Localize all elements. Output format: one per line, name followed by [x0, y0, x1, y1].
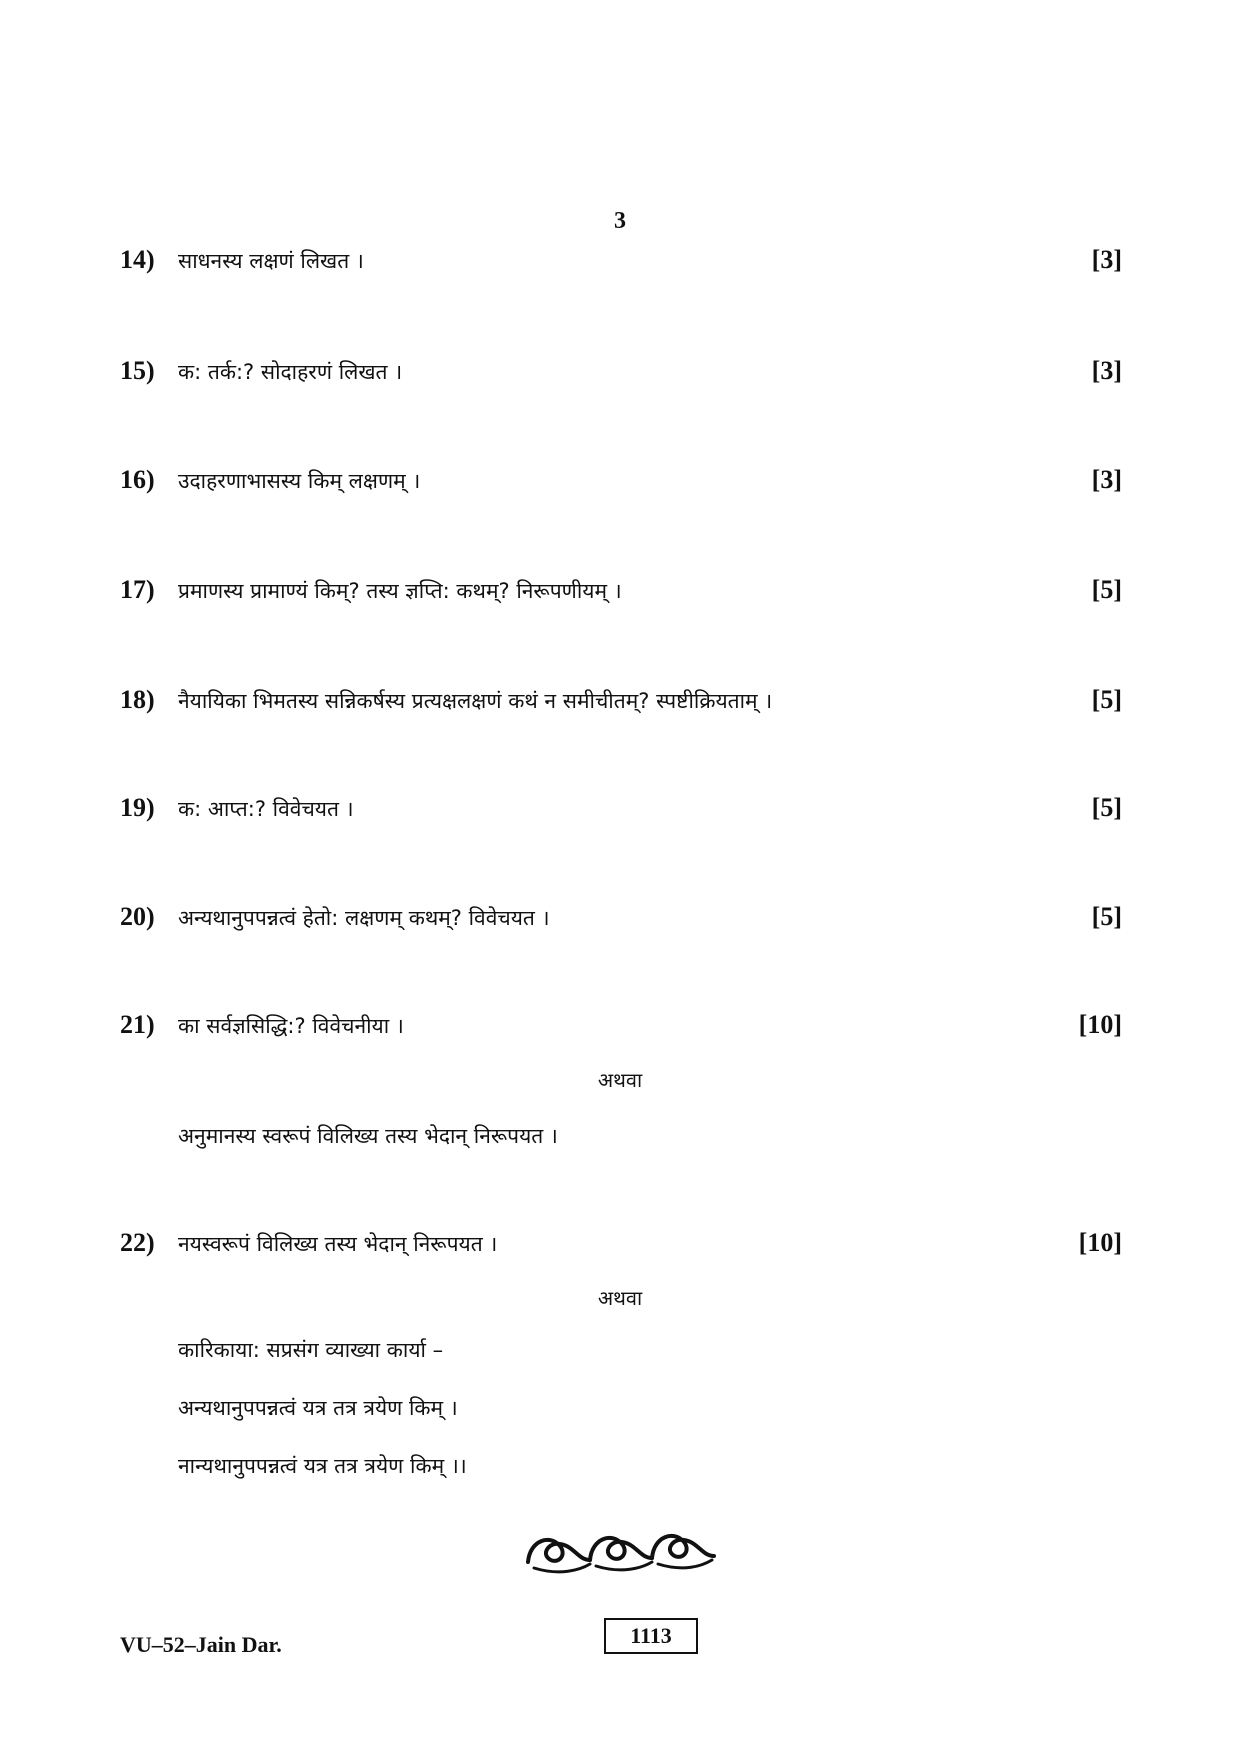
question-number: 14): [120, 245, 155, 274]
question-marks: [5]: [1091, 685, 1122, 714]
question-number: 15): [120, 356, 155, 385]
paper-number-box: 1113: [604, 1618, 698, 1654]
question-19: [120, 793, 1122, 833]
question-marks: [10]: [1078, 1010, 1122, 1039]
question-marks: [5]: [1091, 575, 1122, 604]
page-number: 3: [614, 208, 626, 234]
question-marks: [10]: [1078, 1228, 1122, 1257]
or-label: अथवा: [597, 1068, 643, 1092]
question-number: 17): [120, 575, 155, 604]
question-text: अन्यथानुपपन्नत्वं हेतो: लक्षणम् कथम्? विवेचयत ।: [178, 906, 550, 930]
or-label: अथवा: [597, 1286, 643, 1310]
question-22: [120, 1228, 1122, 1268]
question-17: [120, 575, 1122, 615]
question-number: 20): [120, 902, 155, 931]
verse-line: अन्यथानुपपन्नत्वं यत्र तत्र त्रयेण किम् ।: [178, 1396, 458, 1420]
question-number: 22): [120, 1228, 155, 1257]
question-16: [120, 465, 1122, 505]
question-text: उदाहरणाभासस्य किम् लक्षणम् ।: [178, 469, 421, 493]
question-marks: [5]: [1091, 902, 1122, 931]
question-21: [120, 1010, 1122, 1050]
paper-code: VU–52–Jain Dar.: [120, 1632, 282, 1657]
question-number: 21): [120, 1010, 155, 1039]
question-text: नयस्वरूपं विलिख्य तस्य भेदान् निरूपयत ।: [178, 1232, 498, 1256]
question-marks: [3]: [1091, 245, 1122, 274]
question-text: का सर्वज्ञसिद्धि:? विवेचनीया ।: [178, 1014, 404, 1038]
alternative-question-text: अनुमानस्य स्वरूपं विलिख्य तस्य भेदान् निरूपयत ।: [178, 1124, 558, 1148]
question-15: [120, 356, 1122, 396]
question-text: साधनस्य लक्षणं लिखत ।: [178, 249, 364, 273]
question-14: [120, 245, 1122, 285]
question-number: 16): [120, 465, 155, 494]
question-20: [120, 902, 1122, 942]
question-marks: [3]: [1091, 465, 1122, 494]
end-ornament-icon: [520, 1520, 720, 1580]
alternative-question-text: कारिकाया: सप्रसंग व्याख्या कार्या –: [178, 1338, 444, 1362]
question-text: नैयायिका भिमतस्य सन्निकर्षस्य प्रत्यक्षलक्षणं कथं न समीचीतम्? स्पष्टीक्रियताम् ।: [178, 689, 773, 713]
question-text: प्रमाणस्य प्रामाण्यं किम्? तस्य ज्ञप्ति: कथम्? निरूपणीयम् ।: [178, 579, 622, 603]
verse-line: नान्यथानुपपन्नत्वं यत्र तत्र त्रयेण किम् ।।: [178, 1454, 467, 1478]
question-text: क: आप्त:? विवेचयत ।: [178, 797, 354, 821]
question-number: 18): [120, 685, 155, 714]
question-18: [120, 685, 1122, 725]
question-marks: [5]: [1091, 793, 1122, 822]
question-text: क: तर्क:? सोदाहरणं लिखत ।: [178, 360, 403, 384]
question-marks: [3]: [1091, 356, 1122, 385]
question-number: 19): [120, 793, 155, 822]
